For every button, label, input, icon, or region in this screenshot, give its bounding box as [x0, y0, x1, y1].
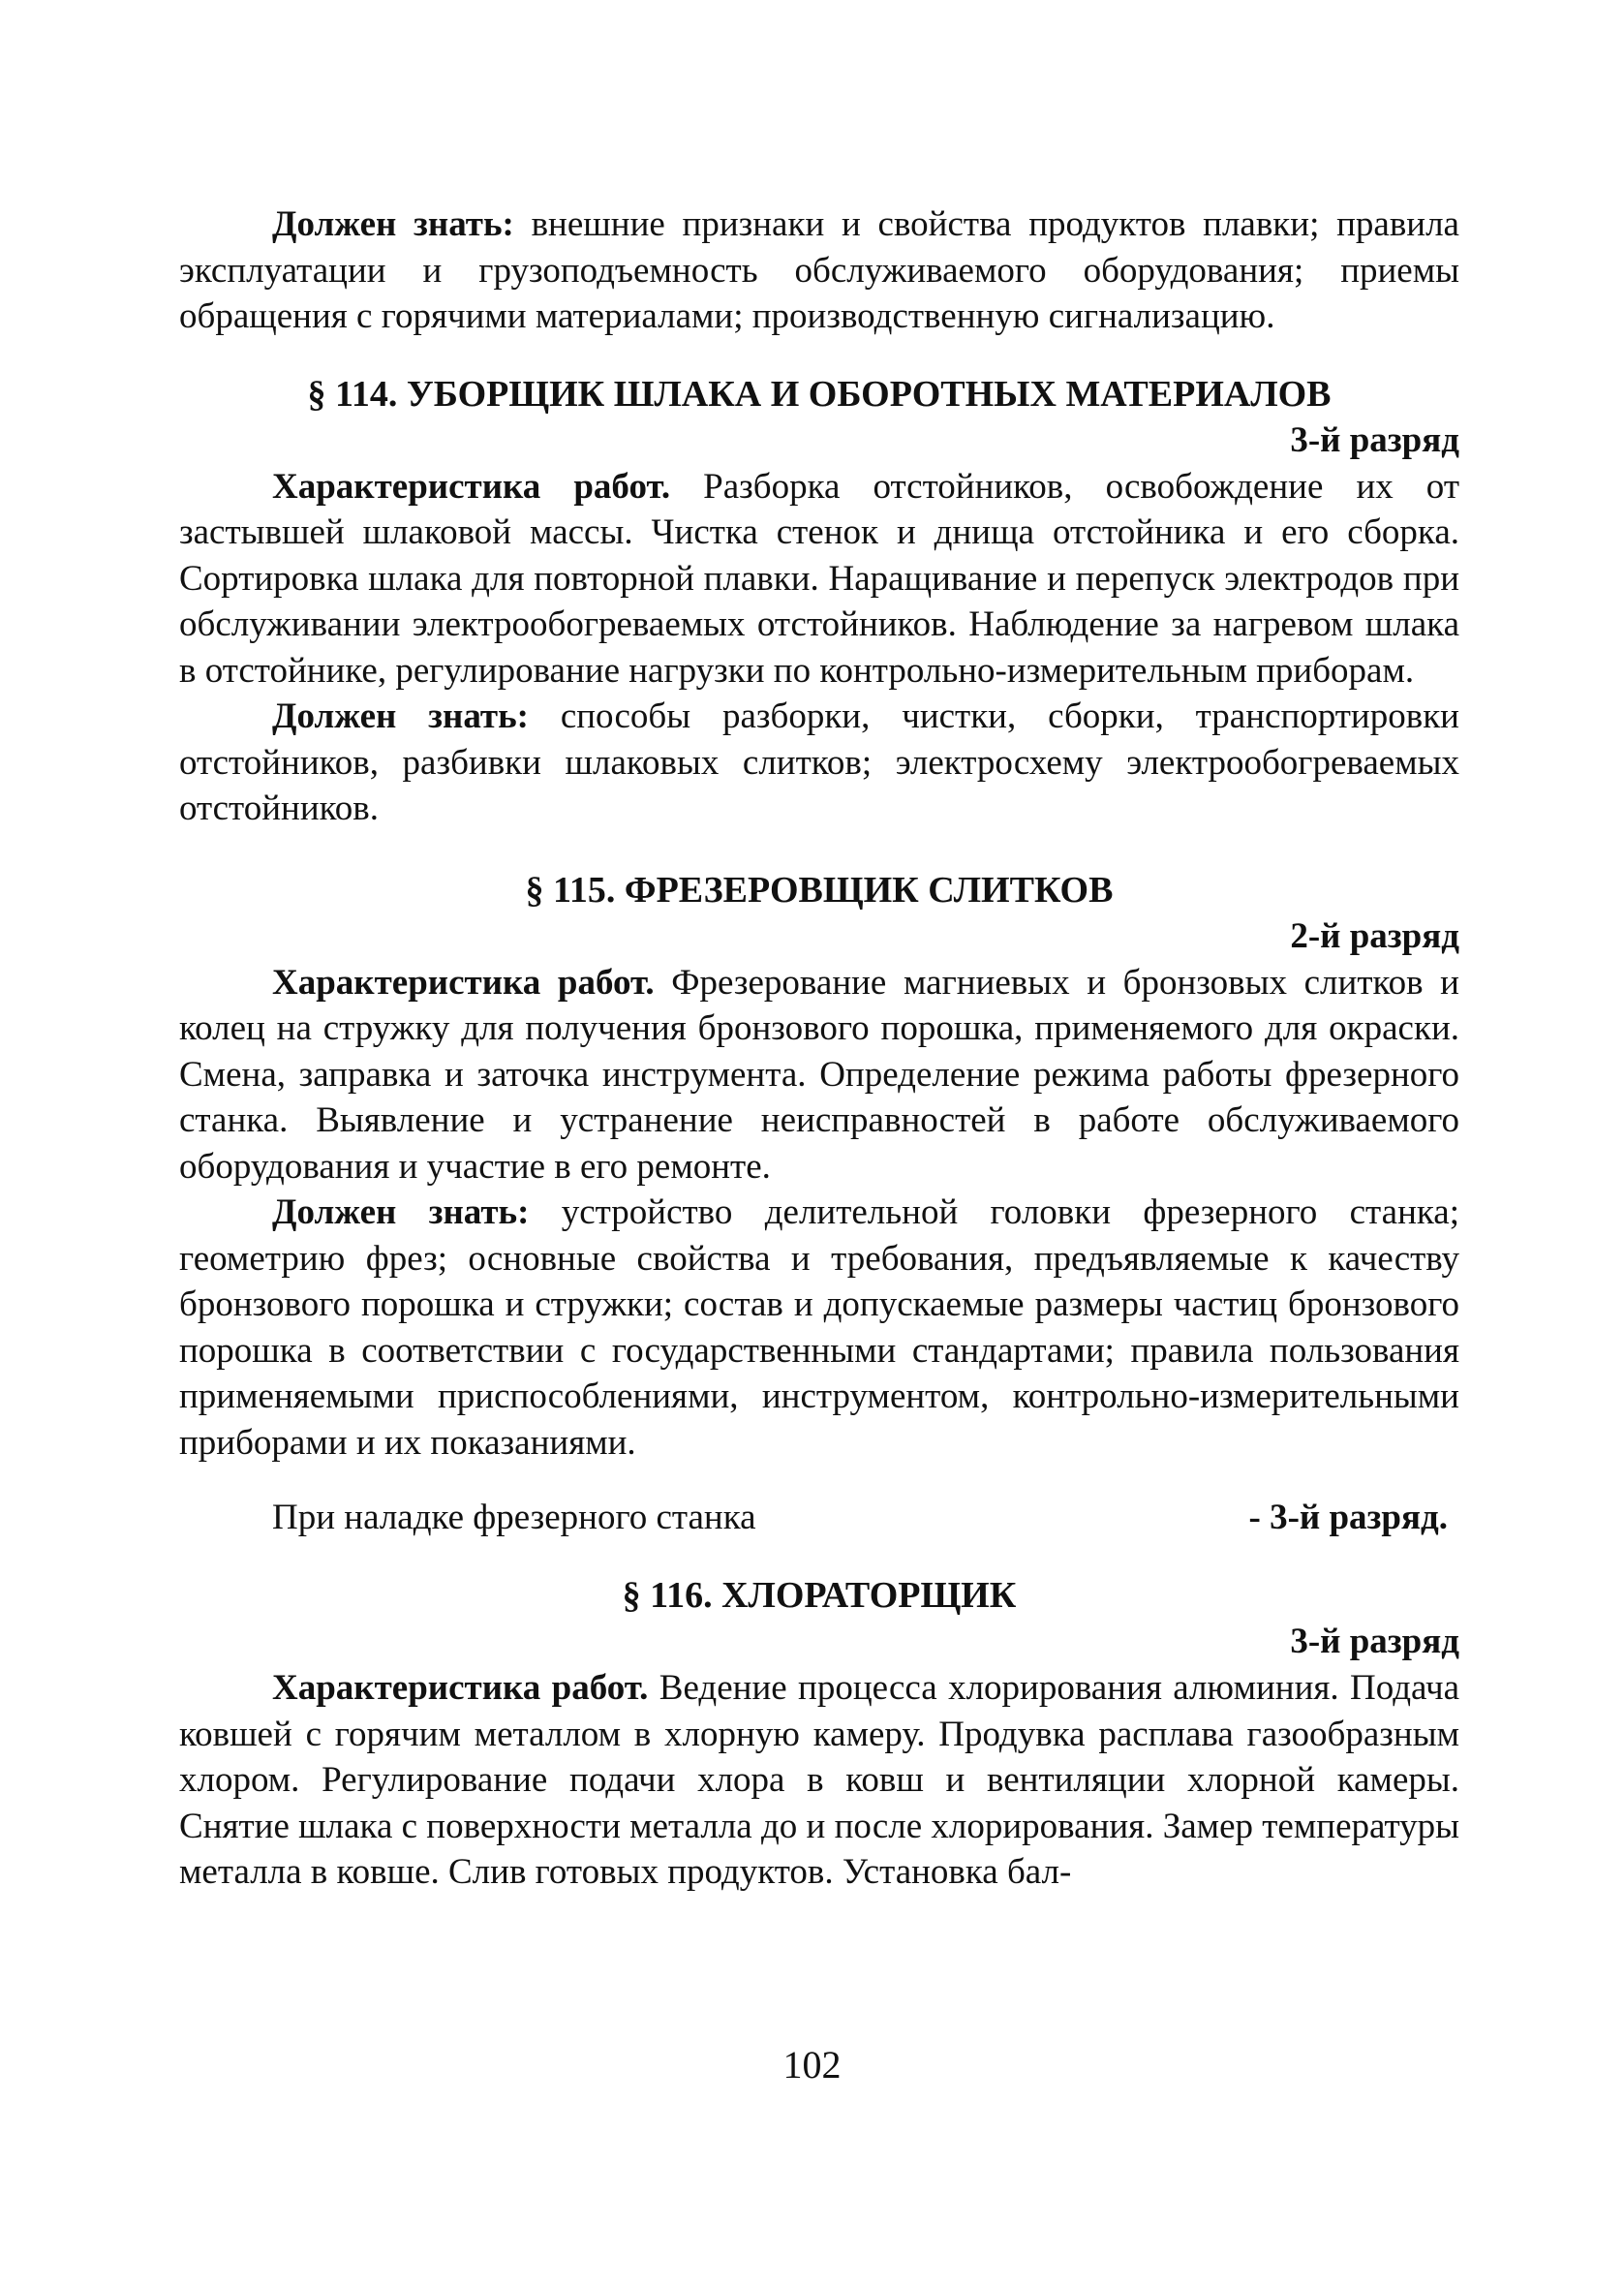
intro-paragraph [179, 201, 1459, 340]
section-115-grade: 2-й разряд [1290, 915, 1459, 956]
section-114-work-paragraph [179, 464, 1459, 695]
section-115-note-grade: - 3-й разряд. [1248, 1498, 1448, 1537]
intro-text: внешние признаки и свойства продуктов плавки; правила эксплуатации и грузоподъемность обслуживаемого оборудования; приемы обращения с горячими материалами; производственную сигнализацию. [179, 204, 1459, 336]
section-116-heading: § 116. ХЛОРАТОРЩИК [622, 1575, 1017, 1616]
section-115-know-lead: Должен знать: [272, 1192, 530, 1232]
page-number: 102 [782, 2043, 842, 2087]
section-115-note [179, 1495, 1459, 1541]
section-115-know-text: устройство делительной головки фрезерного станка; геометрию фрез; основные свойства и требования, предъявляемые к качеству бронзового порошка и стружки; состав и допускаемые размеры частиц бронзового порошка в соответствии с государственными стандартами; правила пользования применяемыми приспособлениями, инструментом, контрольно-измерительными приборами и их показаниями. [179, 1192, 1459, 1463]
section-114-grade: 3-й разряд [1290, 419, 1459, 460]
section-115-know-paragraph [179, 1190, 1459, 1466]
section-116-grade: 3-й разряд [1290, 1622, 1459, 1661]
section-114-know-paragraph [179, 694, 1459, 832]
section-115-heading: § 115. ФРЕЗЕРОВЩИК СЛИТКОВ [525, 869, 1114, 911]
section-114-know-lead: Должен знать: [272, 696, 529, 736]
section-115-work-text: Фрезерование магниевых и бронзовых слитков и колец на стружку для получения бронзового порошка, применяемого для окраски. Смена, заправка и заточка инструмента. Определение режима работы фрезерного станка. Выявление и устранение неисправностей в работе обслуживаемого оборудования и участие в его ремонте. [179, 962, 1459, 1187]
section-114-know-text: способы разборки, чистки, сборки, транспортировки отстойников, разбивки шлаковых слитков; электросхему электрообогреваемых отстойников. [179, 696, 1459, 828]
section-114-heading: § 114. УБОРЩИК ШЛАКА И ОБОРОТНЫХ МАТЕРИАЛОВ [307, 373, 1332, 415]
section-115-work-lead: Характеристика работ. [272, 962, 655, 1003]
intro-lead: Должен знать: [272, 204, 514, 244]
section-116-work-lead: Характеристика работ. [272, 1668, 649, 1708]
section-114-work-lead: Характеристика работ. [272, 466, 671, 507]
section-116-work-paragraph [179, 1665, 1459, 1896]
document-page [179, 201, 1459, 1896]
section-115-work-paragraph [179, 960, 1459, 1190]
section-116-work-text: Ведение процесса хлорирования алюминия. Подача ковшей с горячим металлом в хлорную камеру. Продувка расплава газообразным хлором. Регулирование подачи хлора в ковш и вентиляции хлорной камеры. Снятие шлака с поверхности металла до и после хлорирования. Замер температуры металла в ковше. Слив готовых продуктов. Установка бал- [179, 1668, 1459, 1892]
section-115-note-text: При наладке фрезерного станка [272, 1498, 756, 1537]
section-114-work-text: Разборка отстойников, освобождение их от застывшей шлаковой массы. Чистка стенок и днища отстойника и его сборка. Сортировка шлака для повторной плавки. Наращивание и перепуск электродов при обслуживании электрообогреваемых отстойников. Наблюдение за нагревом шлака в отстойнике, регулирование нагрузки по контрольно-измерительным приборам. [179, 466, 1459, 691]
